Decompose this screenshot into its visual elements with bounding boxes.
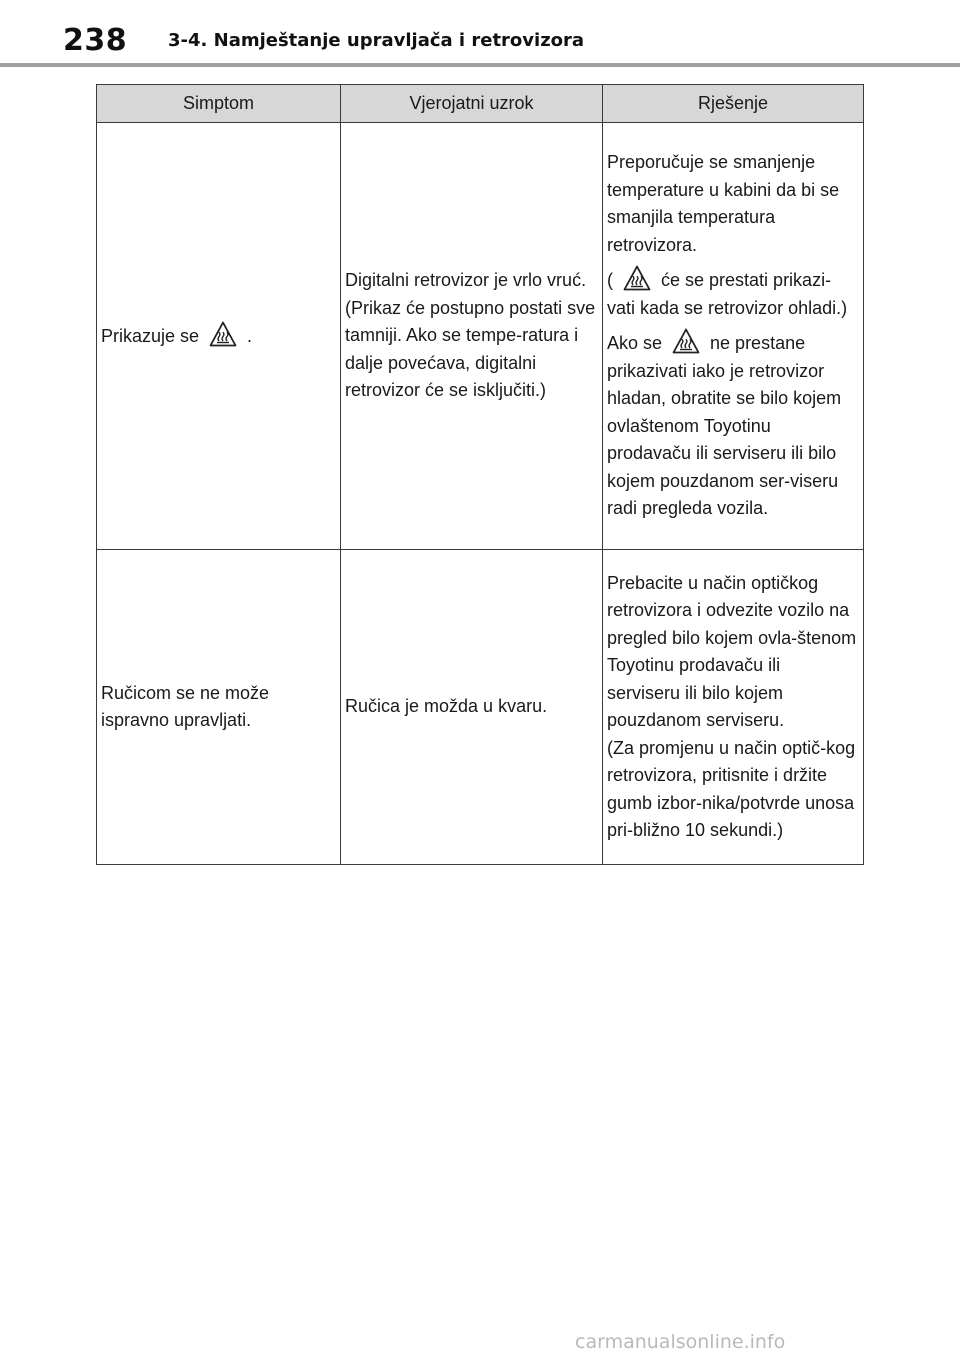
symptom-text-end: . bbox=[247, 326, 253, 347]
column-header-solution: Rješenje bbox=[603, 85, 864, 123]
column-header-symptom: Simptom bbox=[97, 85, 341, 123]
solution-paragraph: Preporučuje se smanjenje temperature u kabini da bi se smanjila temperatura retrovizora. bbox=[607, 152, 840, 255]
solution-text: ne prestane prikazivati iako je retrovizor hladan, obratite se bilo kojem ovlaštenom Toyotinu prodavaču ili serviseru ili bilo kojem pouzdanom ser-viseru radi pregleda vozila. bbox=[607, 333, 842, 519]
watermark: carmanualsonline.info bbox=[575, 1331, 786, 1353]
solution-text: ( bbox=[607, 270, 613, 291]
solution-cell bbox=[603, 123, 864, 550]
hot-surface-warning-icon bbox=[209, 321, 237, 347]
page-header bbox=[0, 0, 960, 68]
solution-cell bbox=[603, 550, 864, 865]
table-header-row bbox=[97, 85, 864, 123]
cause-cell bbox=[341, 550, 603, 865]
column-header-cause: Vjerojatni uzrok bbox=[341, 85, 603, 123]
table-row bbox=[97, 550, 864, 865]
symptom-cell bbox=[97, 123, 341, 550]
solution-text: Ako se bbox=[607, 333, 663, 354]
solution-text: će se prestati prikazi-vati kada se retrovizor ohladi.) bbox=[607, 270, 848, 318]
cause-text: Digitalni retrovizor je vrlo vruć. (Prikaz će postupno postati sve tamniji. Ako se tempe-ratura i dalje povećava, digitalni retrovizor će se isključiti.) bbox=[345, 270, 596, 401]
solution-paragraph bbox=[607, 265, 857, 322]
hot-surface-warning-icon bbox=[623, 265, 651, 291]
symptom-cell bbox=[97, 550, 341, 865]
page-number: 238 bbox=[63, 23, 128, 58]
solution-text: Prebacite u način optičkog retrovizora i odvezite vozilo na pregled bilo kojem ovla-štenom Toyotinu prodavaču ili serviseru ili bilo kojem pouzdanom serviseru. (Za promjenu u način optič-kog retrovizora, pritisnite i držite gumb izbor-nika/potvrde unosa pri-bližno 10 sekundi.) bbox=[607, 572, 857, 840]
cause-text: Ručica je možda u kvaru. bbox=[345, 696, 548, 717]
symptom-text: Prikazuje se bbox=[101, 326, 200, 347]
solution-paragraph bbox=[607, 328, 857, 523]
table-row bbox=[97, 123, 864, 550]
symptom-text: Ručicom se ne može ispravno upravljati. bbox=[101, 682, 270, 730]
section-title: 3-4. Namještanje upravljača i retrovizora bbox=[168, 30, 585, 51]
hot-surface-warning-icon bbox=[672, 328, 700, 354]
header-divider bbox=[0, 63, 960, 67]
troubleshooting-table bbox=[96, 84, 864, 865]
cause-cell bbox=[341, 123, 603, 550]
